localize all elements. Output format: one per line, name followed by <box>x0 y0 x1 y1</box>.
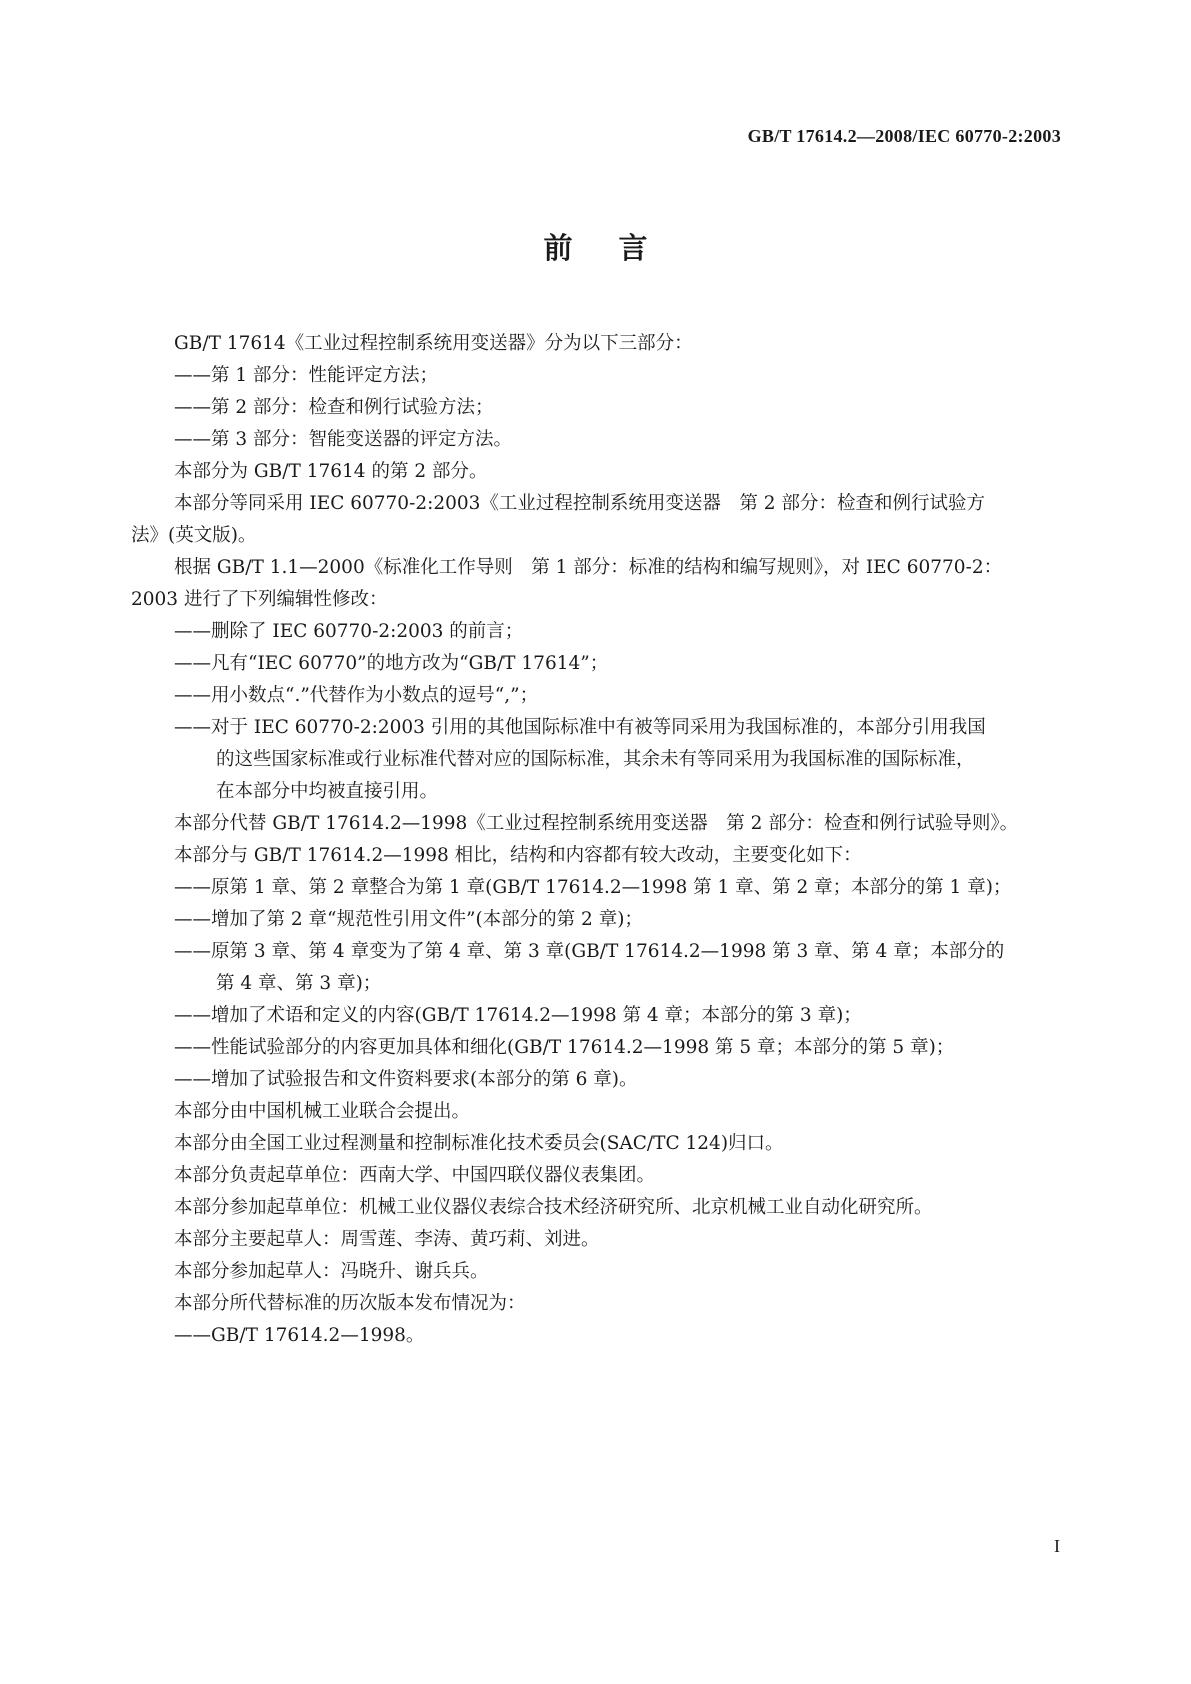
paragraph-line: ——对于 IEC 60770-2:2003 引用的其他国际标准中有被等同采用为我国标准的，本部分引用我国 <box>174 717 986 738</box>
paragraph-line: ——第 2 部分：检查和例行试验方法； <box>174 397 494 418</box>
paragraph-line: ——增加了试验报告和文件资料要求(本部分的第 6 章)。 <box>174 1069 638 1090</box>
paragraph-line: 本部分所代替标准的历次版本发布情况为： <box>174 1293 526 1314</box>
paragraph-line: 本部分参加起草单位：机械工业仪器仪表综合技术经济研究所、北京机械工业自动化研究所。 <box>174 1197 933 1218</box>
paragraph-line: ——第 3 部分：智能变送器的评定方法。 <box>174 429 513 450</box>
paragraph-line: 本部分主要起草人：周雪莲、李涛、黄巧莉、刘进。 <box>174 1229 600 1250</box>
paragraph-line: 本部分代替 GB/T 17614.2—1998《工业过程控制系统用变送器 第 2 部分：检查和例行试验导则》。 <box>174 813 1019 834</box>
paragraph-line: ——增加了术语和定义的内容(GB/T 17614.2—1998 第 4 章；本部分的第 3 章)； <box>174 1005 862 1026</box>
paragraph-line: 根据 GB/T 1.1—2000《标准化工作导则 第 1 部分：标准的结构和编写规则》，对 IEC 60770-2： <box>174 557 1003 578</box>
paragraph-line: 本部分由全国工业过程测量和控制标准化技术委员会(SAC/TC 124)归口。 <box>174 1133 784 1154</box>
foreword-body <box>131 328 1061 1352</box>
paragraph-line: ——第 1 部分：性能评定方法； <box>174 365 439 386</box>
paragraph-line: 本部分为 GB/T 17614 的第 2 部分。 <box>174 461 488 482</box>
paragraph-line: ——性能试验部分的内容更加具体和细化(GB/T 17614.2—1998 第 5 章；本部分的第 5 章)； <box>174 1037 955 1058</box>
paragraph-line: 本部分与 GB/T 17614.2—1998 相比，结构和内容都有较大改动，主要变化如下： <box>174 845 862 866</box>
page-number: I <box>1054 1536 1060 1556</box>
paragraph-line: 第 4 章、第 3 章)； <box>216 973 382 994</box>
paragraph-line: 的这些国家标准或行业标准代替对应的国际标准，其余未有等同采用为我国标准的国际标准， <box>216 749 975 770</box>
paragraph-line: ——原第 3 章、第 4 章变为了第 4 章、第 3 章(GB/T 17614.2—1998 第 3 章、第 4 章；本部分的 <box>174 941 1005 962</box>
paragraph-line: ——删除了 IEC 60770-2:2003 的前言； <box>174 621 524 642</box>
paragraph-line: 2003 进行了下列编辑性修改： <box>131 589 388 610</box>
paragraph-line: 本部分等同采用 IEC 60770-2:2003《工业过程控制系统用变送器 第 2 部分：检查和例行试验方 <box>174 493 985 514</box>
paragraph-line: ——原第 1 章、第 2 章整合为第 1 章(GB/T 17614.2—1998 第 1 章、第 2 章；本部分的第 1 章)； <box>174 877 1012 898</box>
paragraph-line: GB/T 17614《工业过程控制系统用变送器》分为以下三部分： <box>174 333 693 354</box>
paragraph-line: 法》(英文版)。 <box>131 525 257 546</box>
paragraph-line: ——用小数点“.”代替作为小数点的逗号“,”； <box>174 685 539 706</box>
paragraph-line: 本部分负责起草单位：西南大学、中国四联仪器仪表集团。 <box>174 1165 656 1186</box>
paragraph-line: ——凡有“IEC 60770”的地方改为“GB/T 17614”； <box>174 653 609 674</box>
page-title: 前言 <box>543 231 694 265</box>
paragraph-line: 本部分由中国机械工业联合会提出。 <box>174 1101 471 1122</box>
standard-code-header: GB/T 17614.2—2008/IEC 60770-2:2003 <box>747 126 1061 146</box>
paragraph-line: 在本部分中均被直接引用。 <box>216 781 439 802</box>
paragraph-line: ——增加了第 2 章“规范性引用文件”(本部分的第 2 章)； <box>174 909 643 930</box>
paragraph-line: 本部分参加起草人：冯晓升、谢兵兵。 <box>174 1261 489 1282</box>
paragraph-line: ——GB/T 17614.2—1998。 <box>174 1325 425 1346</box>
